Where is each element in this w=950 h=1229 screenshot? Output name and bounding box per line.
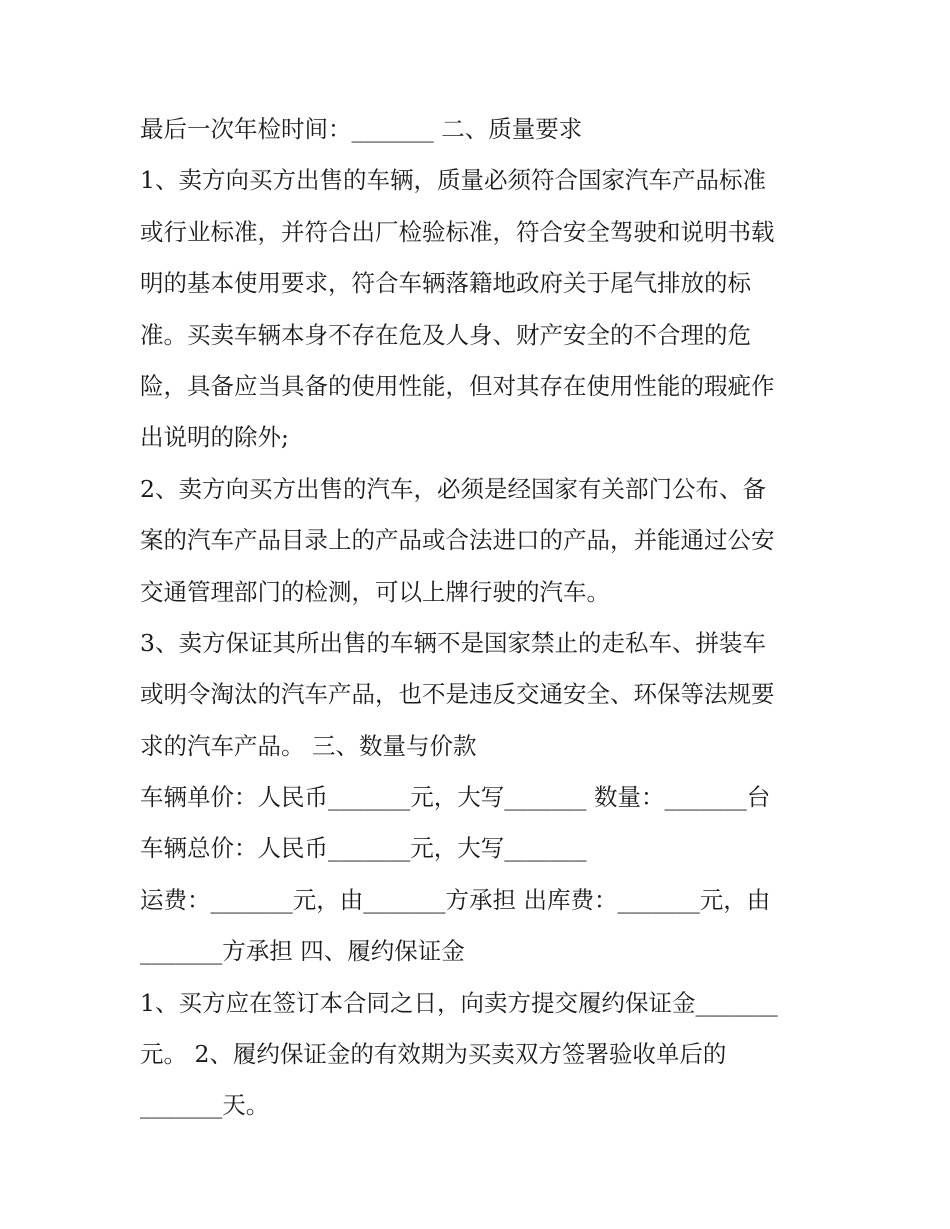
text-line: _______天。 (140, 1091, 270, 1120)
text-line: 最后一次年检时间：_______ 二、质量要求 (140, 115, 583, 143)
text-line: 出说明的除外; (140, 423, 289, 452)
text-line: 或行业标准，并符合出厂检验标准，符合安全驾驶和说明书载 (140, 217, 775, 246)
contract-body (140, 104, 820, 1132)
text-line: 险，具备应当具备的使用性能，但对其存在使用性能的瑕疵作 (140, 371, 775, 400)
text-line: 案的汽车产品目录上的产品或合法进口的产品，并能通过公安 (140, 526, 775, 555)
text-line: 元。 2、履约保证金的有效期为买卖双方签署验收单后的 (140, 1040, 727, 1069)
text-line: 3、卖方保证其所出售的车辆不是国家禁止的走私车、拼装车 (140, 628, 766, 657)
text-line: 求的汽车产品。 三、数量与价款 (140, 731, 477, 760)
text-line: 2、卖方向买方出售的汽车，必须是经国家有关部门公布、备 (140, 474, 766, 503)
text-line: 1、买方应在签订本合同之日，向卖方提交履约保证金_______ (140, 988, 778, 1017)
text-line: _______方承担 四、履约保证金 (140, 937, 465, 966)
text-line: 运费：_______元，由_______方承担 出库费：_______元，由 (140, 885, 771, 914)
text-line: 准。买卖车辆本身不存在危及人身、财产安全的不合理的危 (140, 320, 751, 349)
text-line: 交通管理部门的检测，可以上牌行驶的汽车。 (140, 577, 610, 606)
text-line: 车辆总价：人民币_______元，大写_______ (140, 834, 587, 863)
text-line: 或明令淘汰的汽车产品，也不是违反交通安全、环保等法规要 (140, 680, 775, 709)
text-line: 1、卖方向买方出售的车辆，质量必须符合国家汽车产品标准 (140, 166, 766, 195)
text-line: 明的基本使用要求，符合车辆落籍地政府关于尾气排放的标 (140, 269, 751, 298)
text-line: 车辆单价：人民币_______元，大写_______ 数量：_______台 (140, 783, 771, 812)
